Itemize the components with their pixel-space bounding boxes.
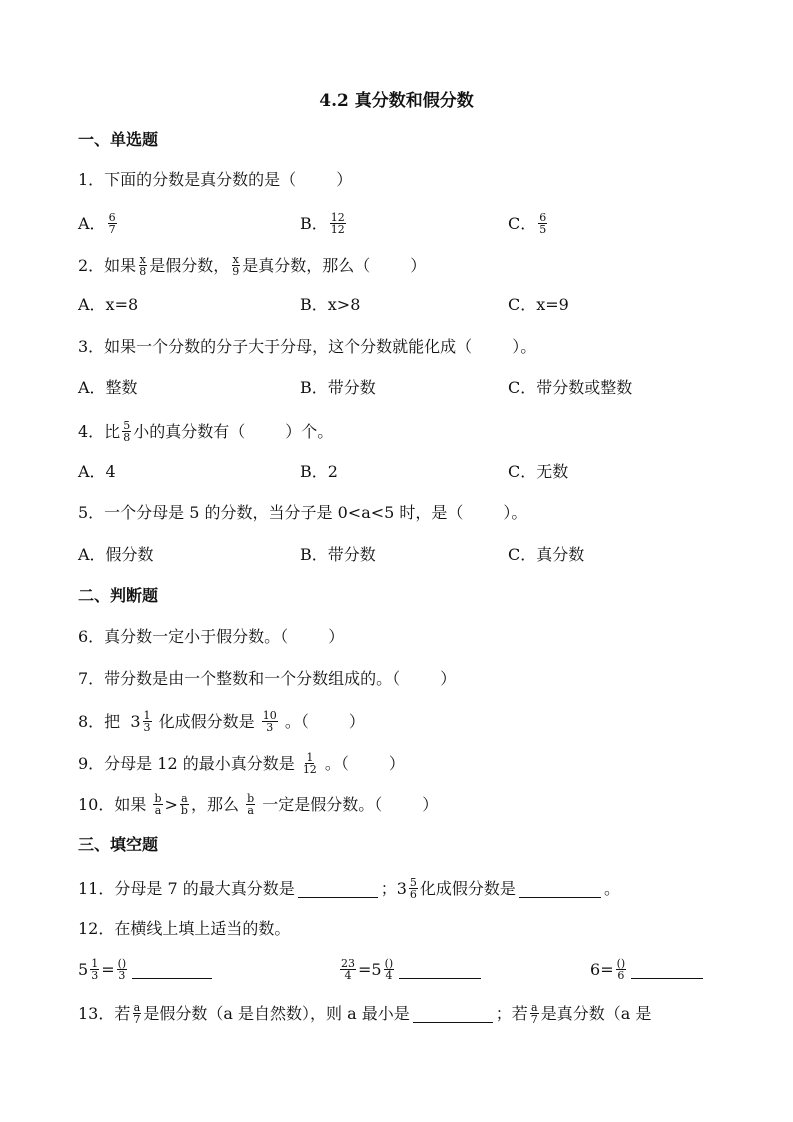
q3-option-b[interactable]: B．带分数 — [300, 378, 376, 397]
q4-option-a[interactable]: A．4 — [78, 462, 116, 481]
answer-blank[interactable] — [399, 960, 481, 979]
q2-option-b[interactable]: B．x>8 — [300, 295, 361, 314]
question-7: 7．带分数是由一个整数和一个分数组成的。（ ） — [78, 669, 457, 688]
section-heading-fill-blank: 三、填空题 — [78, 835, 159, 854]
fraction: $\frac{5}{6}$ — [409, 876, 417, 901]
fraction: $\frac{6}{5}$ — [539, 211, 547, 236]
question-8: 8．把 3 $\frac{1}{3}$ 化成假分数是 $\frac{10}{3}$ 。（ ） — [78, 709, 365, 734]
fraction: $\frac{10}{3}$ — [262, 709, 277, 734]
answer-blank[interactable] — [631, 960, 703, 979]
answer-blank[interactable] — [132, 960, 212, 979]
fraction: $\frac{a}{7}$ — [133, 1001, 141, 1026]
q3-option-a[interactable]: A．整数 — [78, 378, 138, 397]
fraction: $\frac{23}{4}$ — [341, 957, 355, 982]
q5-option-b[interactable]: B．带分数 — [300, 545, 376, 564]
q4-option-c[interactable]: C．无数 — [508, 462, 569, 481]
question-4: 4．比 $\frac{5}{8}$ 小的真分数有（ ）个。 — [78, 419, 334, 444]
q12-equation-2: $\frac{23}{4}$ = 5 $\frac{()}{4}$ — [338, 958, 484, 981]
question-11: 11．分母是 7 的最大真分数是 ； 3 $\frac{5}{6}$ 化成假分数是 。 — [78, 876, 620, 901]
fraction: $\frac{12}{12}$ — [330, 211, 345, 236]
fraction: $\frac{()}{4}$ — [384, 957, 394, 982]
fraction: $\frac{b}{a}$ — [154, 792, 162, 817]
fraction: $\frac{1}{12}$ — [302, 751, 317, 776]
fraction: $\frac{()}{6}$ — [616, 957, 626, 982]
q12-equation-1: 5 $\frac{1}{3}$ = $\frac{()}{3}$ — [78, 958, 215, 981]
section-heading-true-false: 二、判断题 — [78, 586, 159, 605]
question-9: 9．分母是 12 的最小真分数是 $\frac{1}{12}$ 。（ ） — [78, 751, 405, 776]
q5-option-c[interactable]: C．真分数 — [508, 545, 585, 564]
q12-equation-3: 6 = $\frac{()}{6}$ — [590, 958, 706, 981]
question-6: 6．真分数一定小于假分数。（ ） — [78, 627, 345, 646]
section-heading-single-choice: 一、单选题 — [78, 130, 159, 149]
fraction: $\frac{a}{7}$ — [530, 1001, 538, 1026]
question-5: 5．一个分母是 5 的分数，当分子是 0<a<5 时，是（ ）。 — [78, 503, 528, 522]
question-10: 10．如果 $\frac{b}{a}$ > $\frac{a}{b}$ ，那么 $\frac{b}{a}$ 一定是假分数。（ ） — [78, 792, 439, 817]
q2-option-a[interactable]: A．x=8 — [78, 295, 139, 314]
fraction: $\frac{6}{7}$ — [108, 211, 116, 236]
fraction: $\frac{1}{3}$ — [143, 709, 151, 734]
q2-option-c[interactable]: C．x=9 — [508, 295, 569, 314]
fraction: $\frac{()}{3}$ — [117, 957, 127, 982]
q1-option-c[interactable]: C． $\frac{6}{5}$ — [508, 211, 547, 236]
answer-blank[interactable] — [298, 879, 378, 898]
fraction: $\frac{b}{a}$ — [247, 792, 255, 817]
q1-option-b[interactable]: B． $\frac{12}{12}$ — [300, 211, 345, 236]
question-12: 12．在横线上填上适当的数。 — [78, 919, 291, 938]
fraction: $\frac{1}{3}$ — [91, 957, 99, 982]
fraction: $\frac{x}{9}$ — [232, 253, 240, 278]
fraction: $\frac{5}{8}$ — [123, 419, 131, 444]
page-title: 4.2 真分数和假分数 — [319, 91, 474, 111]
question-2: 2．如果 $\frac{x}{8}$ 是假分数， $\frac{x}{9}$ 是真分数，那么（ ） — [78, 253, 427, 278]
q3-option-c[interactable]: C．带分数或整数 — [508, 378, 633, 397]
question-1: 1．下面的分数是真分数的是（ ） — [78, 170, 353, 189]
answer-blank[interactable] — [413, 1004, 493, 1023]
answer-blank[interactable] — [519, 879, 601, 898]
q5-option-a[interactable]: A．假分数 — [78, 545, 154, 564]
question-3: 3．如果一个分数的分子大于分母，这个分数就能化成（ ）。 — [78, 337, 537, 356]
q1-option-a[interactable]: A． $\frac{6}{7}$ — [78, 211, 116, 236]
question-13: 13．若 $\frac{a}{7}$ 是假分数（a 是自然数），则 a 最小是 ；若 $\frac{a}{7}$ 是真分数（a 是 — [78, 1001, 652, 1026]
q4-option-b[interactable]: B．2 — [300, 462, 338, 481]
fraction: $\frac{x}{8}$ — [139, 253, 147, 278]
fraction: $\frac{a}{b}$ — [180, 792, 188, 817]
